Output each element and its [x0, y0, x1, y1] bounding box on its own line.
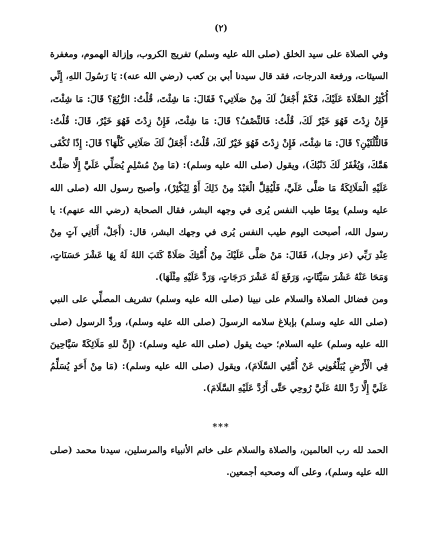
page-number: (٢) [214, 24, 228, 34]
closing-paragraph: الحمد لله رب العالمين، والصلاة والسلام على خاتم الأنبياء والمرسلين، سيدنا محمد (صلى الله عليه وسلم)، وعلى آله وصحبه أجمعين. [50, 446, 388, 479]
section-separator: *** [212, 423, 230, 433]
paragraph-2: ومن فضائل الصلاة والسلام على نبينا (صلى الله عليه وسلم) تشريف المصلِّي على النبي (صلى الله عليه وسلم) بإبلاغ سلامه الرسولَ (صلى الله عليه وسلم)، وردِّ الرسول (صلى الله عليه وسلم) عليه السلام؛ حيث يقول (صلى الله عليه وسلم): (إِنَّ للهِ مَلَائِكَةً سَيَّاحِينَ فِي الْأَرْضِ يُبَلِّغُونِي عَنْ أُمَّتِي السَّلَامَ)، ويقول (صلى الله عليه وسلم): (مَا مِنْ أَحَدٍ يُسَلِّمُ عَلَيَّ إِلَّا رَدَّ اللهُ عَلَيَّ رُوحِي حَتَّى أَرُدَّ عَلَيْهِ السَّلَامَ). [50, 295, 388, 395]
paragraph-1: وفي الصلاة على سيد الخلق (صلى الله عليه وسلم) تفريج الكروب، وإزالة الهموم، ومغفرة السيئات، ورفعة الدرجات، فقد قال سيدنا أبي بن كعب (رضي الله عنه): يَا رَسُولَ اللهِ، إِنِّي أُكْثِرُ الصَّلَاةَ عَلَيْكَ، فَكَمْ أَجْعَلُ لَكَ مِنْ صَلَاتِي؟ فَقَالَ: مَا شِئْتَ، قُلْتُ: الرُّبُعَ؟ قَالَ: مَا شِئْتَ، فَإِنْ زِدْتَ فَهُوَ خَيْرٌ لَكَ، قُلْتُ: فَالنِّصْفُ؟ قَالَ: مَا شِئْتَ، فَإِنْ زِدْتَ فَهُوَ خَيْرٌ، قَالَ: قُلْتُ: فَالثُّلُثَيْنِ؟ قَالَ: مَا شِئْتَ، فَإِنْ زِدْتَ فَهُوَ خَيْرٌ لَكَ، قُلْتُ: أَجْعَلُ لَكَ صَلَاتِي كُلَّهَا؟ قَالَ: إِذًا تُكْفَى هَمَّكَ، وَيُغْفَرُ لَكَ ذَنْبُكَ)، ويقول (صلى الله عليه وسلم): (مَا مِنْ مُسْلِمٍ يُصَلِّي عَلَيَّ إِلَّا صَلَّتْ عَلَيْهِ الْمَلَائِكَةُ مَا صَلَّى عَلَيَّ، فَلْيُقِلَّ الْعَبْدُ مِنْ ذَلِكَ أَوْ لِيُكْثِرْ)، وأصبح رسول الله (صلى الله عليه وسلم) يومًا طيب النفس يُرى في وجهه البشر، فقال الصحابة (رضي الله عنهم): يا رسول الله، أصبحت اليوم طيب النفس يُرى في وجهك البشر، قال: (أَجَلْ، أَتَانِي آتٍ مِنْ عِنْدِ رَبِّي (عز وجل)، فَقَالَ: مَنْ صَلَّى عَلَيْكَ مِنْ أُمَّتِكَ صَلَاةً كَتَبَ اللهُ لَهُ بِهَا عَشْرَ حَسَنَاتٍ، وَمَحَا عَنْهُ عَشْرَ سَيِّئَاتٍ، وَرَفَعَ لَهُ عَشْرَ دَرَجَاتٍ، وَرَدَّ عَلَيْهِ مِثْلَهَا). [50, 50, 389, 283]
body-text [50, 44, 388, 401]
